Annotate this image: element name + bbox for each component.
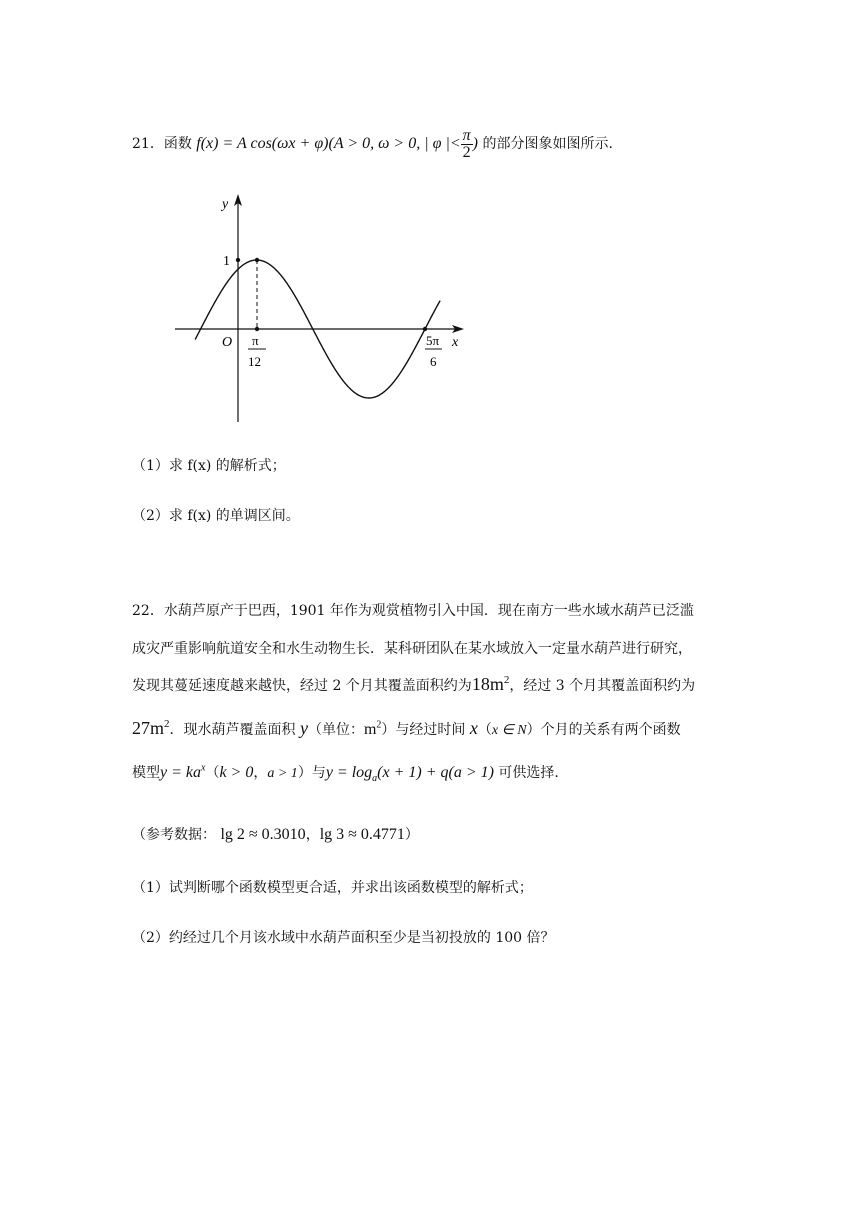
model-2 xyxy=(325,764,494,785)
q22-reference-data xyxy=(132,824,419,844)
y-tick-point xyxy=(236,258,240,262)
q22-line5c: ）与 xyxy=(297,765,326,781)
q22-exp-x: x xyxy=(201,762,206,774)
origin-label: O xyxy=(222,335,233,350)
q22-comma: ， xyxy=(253,765,268,781)
q22-unit: m xyxy=(363,721,377,738)
y-axis-label: y xyxy=(222,197,229,212)
q22-model2a: y = log xyxy=(325,764,373,781)
q22-subquestion-2: （2）约经过几个月该水域中水葫芦面积至少是当初投放的 100 倍？ xyxy=(132,930,555,946)
cosine-graph xyxy=(170,190,480,430)
q21-fraction xyxy=(461,128,473,161)
q22-line5b: （ xyxy=(205,765,220,781)
q22-subquestion-1: （1）试判断哪个函数模型更合适，并求出该函数模型的解析式； xyxy=(132,880,533,896)
area-18 xyxy=(472,674,510,694)
q21-subquestion-2: （2）求 f(x) 的单调区间。 xyxy=(132,508,300,524)
q22-ref-lg2: lg 2 ≈ 0.3010 xyxy=(220,826,306,843)
q22-line-2: 成灾严重影响航道安全和水生动物生长．某科研团队在某水域放入一定量水葫芦进行研究， xyxy=(132,641,692,657)
q21-tail: 的部分图象如图所示. xyxy=(482,136,613,152)
5pi6-point xyxy=(423,327,427,331)
tick-1-label: 1 xyxy=(223,254,230,269)
q22-line5d: 可供选择. xyxy=(498,765,559,781)
q22-line-4 xyxy=(132,718,681,739)
q22-line4c: ）与经过时间 xyxy=(381,722,466,738)
q22-model1: y = ka xyxy=(160,764,201,781)
exp: 2 xyxy=(376,719,382,731)
q22-model2b: (x + 1) + q(a > 1) xyxy=(377,764,494,781)
pi12-point xyxy=(255,327,259,331)
q21-lead: 函数 xyxy=(163,136,192,152)
q22-line4a: ．现水葫芦覆盖面积 xyxy=(169,722,296,738)
q22-line3a: 发现其蔓延速度越来越快，经过 2 个月其覆盖面积约为 xyxy=(132,678,472,694)
q22-line-3 xyxy=(132,674,695,695)
unit-m2 xyxy=(364,721,381,738)
x-axis-label: x xyxy=(452,335,459,350)
q22-cond-a: a > 1 xyxy=(267,766,298,781)
q22-line5a: 模型 xyxy=(132,765,160,781)
q22-line4e: ）个月的关系有两个函数 xyxy=(526,722,681,738)
q22-ref-sep: ， xyxy=(305,827,320,843)
q22-line4b: （单位： xyxy=(307,722,364,738)
exp: 2 xyxy=(503,674,510,686)
tick-6-label: 6 xyxy=(430,354,437,369)
q22-cond-x: x ∈ N xyxy=(491,723,527,738)
q21-frac-num: π xyxy=(462,126,471,144)
q22-cond-k: k > 0 xyxy=(219,764,254,781)
q21-frac-den: 2 xyxy=(462,143,471,161)
q22-ref-lg3: lg 3 ≈ 0.4771 xyxy=(319,826,405,843)
q22-line-1: 22．水葫芦原产于巴西，1901 年作为观赏植物引入中国．现在南方一些水域水葫芦已泛滥 xyxy=(132,603,694,619)
q22-line3b: ，经过 3 个月其覆盖面积约为 xyxy=(509,678,696,694)
tick-pi-label: π xyxy=(252,333,259,348)
q22-area1: 18m xyxy=(471,674,504,694)
q22-line-5 xyxy=(132,762,559,784)
q22-ref-b: ） xyxy=(404,827,419,843)
q21-subquestion-1: （1）求 f(x) 的解析式； xyxy=(132,458,286,474)
peak-point xyxy=(255,258,259,262)
q22-var-x: x xyxy=(469,718,478,738)
q21-formula-close: ) xyxy=(472,135,478,152)
q22-model2sub: a xyxy=(372,773,378,785)
tick-12-label: 12 xyxy=(248,354,261,369)
model-1 xyxy=(160,764,205,781)
q21-formula: f(x) = A cos(ωx + φ)(A > 0, ω > 0, | φ |< xyxy=(196,135,461,152)
q21-number: 21． xyxy=(132,136,164,152)
q22-area2: 27m xyxy=(132,718,165,738)
q21-stem xyxy=(132,122,613,166)
exp: 2 xyxy=(164,718,170,730)
q22-ref-a: （参考数据： xyxy=(132,827,216,843)
q22-var-y: y xyxy=(299,718,308,738)
tick-5pi-label: 5π xyxy=(426,333,440,348)
area-27 xyxy=(132,718,170,738)
q22-line4d: （ xyxy=(477,722,492,738)
